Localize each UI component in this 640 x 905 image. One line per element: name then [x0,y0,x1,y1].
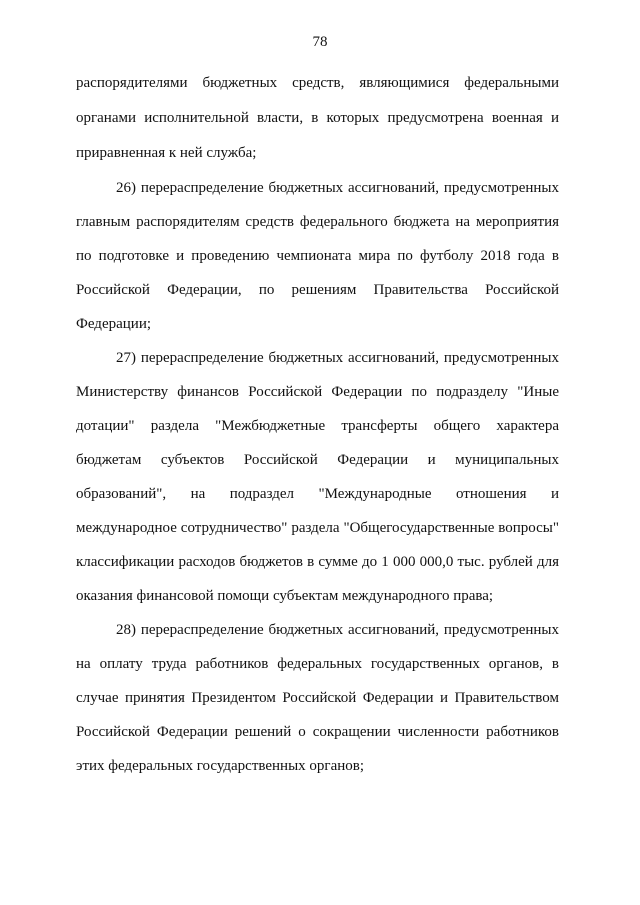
text-line: органами исполнительной власти, в которых предусмотрена военная и [76,110,559,126]
text-line: оказания финансовой помощи субъектам международного права; [76,588,494,604]
text-line: бюджетам субъектов Российской Федерации и муниципальных [76,452,559,468]
text-line: Федерации; [76,316,152,332]
text-line: дотации" раздела "Межбюджетные трансферты общего характера [76,418,559,434]
item-28-first-line: 28) перераспределение бюджетных ассигнований, предусмотренных [116,622,559,638]
text-line: главным распорядителям средств федерального бюджета на мероприятия [76,214,559,230]
text-line: Российской Федерации решений о сокращении численности работников [76,724,559,740]
item-26-first-line: 26) перераспределение бюджетных ассигнований, предусмотренных [116,180,559,196]
text-line: случае принятия Президентом Российской Федерации и Правительством [76,690,559,706]
text-line: Российской Федерации, по решениям Правительства Российской [76,282,559,298]
text-line: распорядителями бюджетных средств, являющимися федеральными [76,75,559,91]
text-line: классификации расходов бюджетов в сумме до 1 000 000,0 тыс. рублей для [76,554,559,570]
item-27-first-line: 27) перераспределение бюджетных ассигнований, предусмотренных [116,350,559,366]
text-line: международное сотрудничество" раздела "Общегосударственные вопросы" [76,520,559,536]
text-line: по подготовке и проведению чемпионата мира по футболу 2018 года в [76,248,559,264]
text-line: приравненная к ней служба; [76,145,257,161]
text-line: на оплату труда работников федеральных государственных органов, в [76,656,559,672]
text-line: образований", на подраздел "Международные отношения и [76,486,559,502]
text-line: Министерству финансов Российской Федерации по подразделу "Иные [76,384,559,400]
page-number: 78 [312,34,328,50]
text-line: этих федеральных государственных органов; [76,758,365,774]
